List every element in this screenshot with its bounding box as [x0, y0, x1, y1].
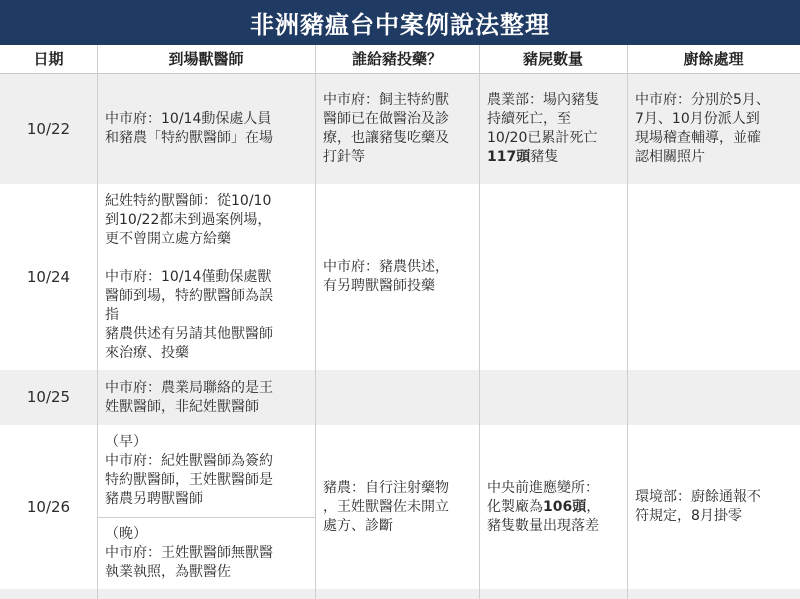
next-row-strip [0, 589, 800, 599]
header-date: 日期 [0, 45, 97, 74]
row-1022-carcass-count: 農業部：場內豬隻 持續死亡，至 10/20已累計死亡 117頭豬隻 [479, 74, 627, 184]
row-1024-carcass-count [479, 184, 627, 370]
row-1024-medication: 中市府：豬農供述， 有另聘獸醫師投藥 [315, 184, 479, 370]
header-carcass-count: 豬屍數量 [479, 45, 627, 74]
row-1022-medication: 中市府：飼主特約獸 醫師已在做醫治及診 療，也讓豬隻吃藥及 打針等 [315, 74, 479, 184]
row-1022-food-waste: 中市府：分別於5月、 7月、10月份派人到 現場稽查輔導，並確 認相關照片 [627, 74, 800, 184]
row-1025-food-waste [627, 370, 800, 425]
row-1026-vet-morning: （早） 中市府：紀姓獸醫師為簽約 特約獸醫師，王姓獸醫師是 豬農另聘獸醫師 [97, 425, 315, 517]
row-1026-medication: 豬農：自行注射藥物 ，王姓獸醫佐未開立 處方、診斷 [315, 425, 479, 589]
row-1022-date: 10/22 [0, 74, 97, 184]
row-1026-carcass-count: 中央前進應變所： 化製廠為106頭， 豬隻數量出現落差 [479, 425, 627, 589]
row-1022-vet: 中市府：10/14動保處人員 和豬農「特約獸醫師」在場 [97, 74, 315, 184]
header-vet: 到場獸醫師 [97, 45, 315, 74]
row-1024-vet: 紀姓特約獸醫師：從10/10 到10/22都未到過案例場， 更不曾開立處方給藥 中市府：10/14僅動保處獸 醫師到場，特約獸醫師為誤 指 豬農供述有另請其他獸醫師 來治療、投藥 [97, 184, 315, 370]
col-divider [315, 45, 316, 599]
col-divider [627, 45, 628, 599]
page-title: 非洲豬瘟台中案例說法整理 [0, 0, 800, 45]
row-divider [97, 517, 315, 518]
col-divider [97, 45, 98, 599]
header-food-waste: 廚餘處理 [627, 45, 800, 74]
row-1026-date: 10/26 [0, 425, 97, 589]
header-medication: 誰給豬投藥？ [315, 45, 479, 74]
row-1025-carcass-count [479, 370, 627, 425]
row-1025-vet: 中市府：農業局聯絡的是王 姓獸醫師，非紀姓獸醫師 [97, 370, 315, 425]
row-1025-date: 10/25 [0, 370, 97, 425]
row-1024-date: 10/24 [0, 184, 97, 370]
row-1026-food-waste: 環境部：廚餘通報不 符規定，8月掛零 [627, 425, 800, 589]
row-1026-vet-evening: （晚） 中市府：王姓獸醫師無獸醫 執業執照，為獸醫佐 [97, 517, 315, 589]
col-divider [479, 45, 480, 599]
row-1024-food-waste [627, 184, 800, 370]
row-1025-medication [315, 370, 479, 425]
